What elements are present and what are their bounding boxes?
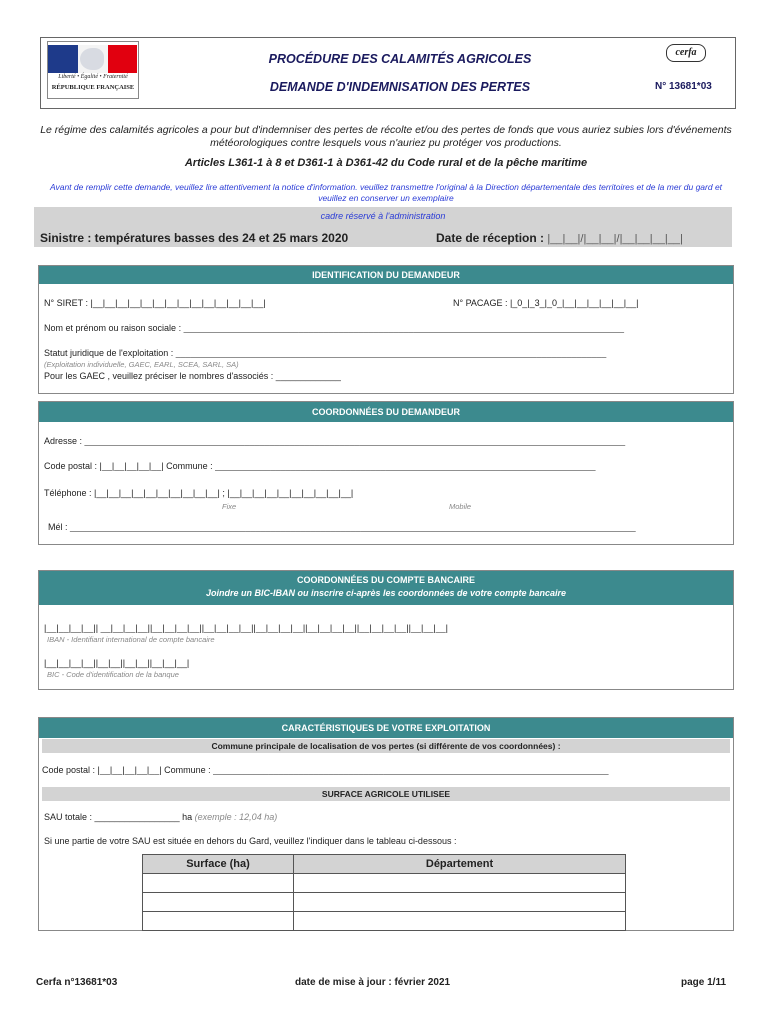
sau-total-label: SAU totale : _________________ ha: [44, 812, 193, 822]
adresse-field[interactable]: Adresse : ____________________________________________________________________________________________________________: [44, 436, 626, 446]
marianne-icon: [80, 48, 104, 70]
mel-field[interactable]: Mél : _________________________________________________________________________________________________________________: [48, 522, 636, 532]
form-title-line1: PROCÉDURE DES CALAMITÉS AGRICOLES: [268, 52, 532, 66]
table-cell-surface[interactable]: [143, 912, 294, 931]
bic-hint: BIC - Code d'identification de la banque: [47, 670, 179, 679]
articles-reference: Articles L361-1 à 8 et D361-1 à D361-42 du Code rural et de la pêche maritime: [184, 157, 588, 169]
table-header-surface: Surface (ha): [143, 855, 294, 874]
notice-text: Avant de remplir cette demande, veuillez lire attentivement la notice d'information. veuillez transmettre l'original à la Direction départementale des territoires et de la mer du gard et veuillez en conserver un exemplaire: [49, 182, 723, 203]
statut-field[interactable]: Statut juridique de l'exploitation : ______________________________________________________________________________________: [44, 348, 607, 358]
reception-date-field[interactable]: |__|__|/|__|__|/|__|__|__|__|: [547, 233, 683, 245]
exploitation-heading: CARACTÉRISTIQUES DE VOTRE EXPLOITATION: [39, 718, 733, 738]
telephone-fixe-hint: Fixe: [222, 502, 237, 511]
intro-text: Le régime des calamités agricoles a pour but d'indemniser des pertes de récolte et/ou des pertes de fonds que vous auriez subies lors d'événements météorologiques contre lesquels vous n'auriez pu protéger vos productions.: [40, 124, 732, 149]
table-header-row: [143, 855, 626, 874]
sau-heading: SURFACE AGRICOLE UTILISEE: [42, 787, 730, 801]
reception-date: [436, 231, 683, 245]
table-cell-surface[interactable]: [143, 874, 294, 893]
reception-label: Date de réception :: [436, 231, 545, 245]
bancaire-heading: COORDONNÉES DU COMPTE BANCAIRE: [296, 575, 475, 585]
nom-field[interactable]: Nom et prénom ou raison sociale : ________________________________________________________________________________________: [44, 323, 625, 333]
table-row: [143, 893, 626, 912]
republique-francaise-logo: [47, 41, 139, 99]
header-frame: [40, 37, 736, 109]
form-title-line2: DEMANDE D'INDEMNISATION DES PERTES: [269, 80, 531, 94]
pacage-field[interactable]: N° PACAGE : |_0_|_3_|_0_|__|__|__|__|__|__|: [453, 298, 639, 308]
cerfa-logo: cerfa: [666, 44, 706, 62]
surface-table: [142, 854, 626, 931]
identification-heading: IDENTIFICATION DU DEMANDEUR: [39, 266, 733, 284]
bic-field[interactable]: |__|__|__|__||__|__||__|__||__|__|__|: [44, 658, 190, 668]
statut-hint: (Exploitation individuelle, GAEC, EARL, SCEA, SARL, SA): [44, 360, 239, 369]
table-row: [143, 912, 626, 931]
gard-text: Si une partie de votre SAU est située en dehors du Gard, veuillez l'indiquer dans le tableau ci-dessous :: [44, 836, 457, 846]
cerfa-number: N° 13681*03: [655, 81, 712, 92]
footer-update-date: date de mise à jour : février 2021: [295, 977, 451, 988]
table-cell-surface[interactable]: [143, 893, 294, 912]
exploitation-code-postal-field[interactable]: Code postal : |__|__|__|__|__| Commune : _______________________________________________________________________________: [42, 765, 609, 775]
table-header-departement: Département: [294, 855, 626, 874]
telephone-mobile-hint: Mobile: [449, 502, 472, 511]
iban-hint: IBAN - Identifiant international de compte bancaire: [47, 635, 215, 644]
bancaire-subheading: Joindre un BIC-IBAN ou inscrire ci-après les coordonnées de votre compte bancaire: [205, 588, 567, 598]
bancaire-header: [39, 571, 733, 605]
logo-motto: Liberté • Égalité • Fraternité: [58, 74, 128, 80]
footer-cerfa: Cerfa n°13681*03: [36, 977, 118, 988]
commune-heading: Commune principale de localisation de vos pertes (si différente de vos coordonnées) :: [42, 739, 730, 753]
table-cell-departement[interactable]: [294, 912, 626, 931]
logo-republic: RÉPUBLIQUE FRANÇAISE: [51, 84, 135, 91]
gaec-field[interactable]: Pour les GAEC , veuillez préciser le nombres d'associés : _____________: [44, 371, 341, 381]
table-cell-departement[interactable]: [294, 893, 626, 912]
coordonnees-heading: COORDONNÉES DU DEMANDEUR: [39, 402, 733, 422]
sau-total-field[interactable]: [44, 812, 277, 822]
code-postal-field[interactable]: Code postal : |__|__|__|__|__| Commune : ____________________________________________________________________________: [44, 461, 596, 471]
siret-field[interactable]: N° SIRET : |__|__|__|__|__|__|__|__|__|__|__|__|__|__|: [44, 298, 266, 308]
footer-page: page 1/11: [681, 977, 727, 988]
iban-field[interactable]: |__|__|__|__|| __|__|__|__||__|__|__|__||__|__|__|__||__|__|__|__||__|__|__|__||__|__|__|__||__|__|__|: [44, 623, 449, 633]
sau-example: (exemple : 12,04 ha): [194, 812, 278, 822]
sinistre-label: Sinistre : températures basses des 24 et 25 mars 2020: [40, 231, 349, 245]
table-row: [143, 874, 626, 893]
table-cell-departement[interactable]: [294, 874, 626, 893]
admin-label: cadre réservé à l'administration: [320, 211, 446, 221]
telephone-field[interactable]: Téléphone : |__|__|__|__|__|__|__|__|__|__| ; |__|__|__|__|__|__|__|__|__|__|: [44, 488, 354, 498]
